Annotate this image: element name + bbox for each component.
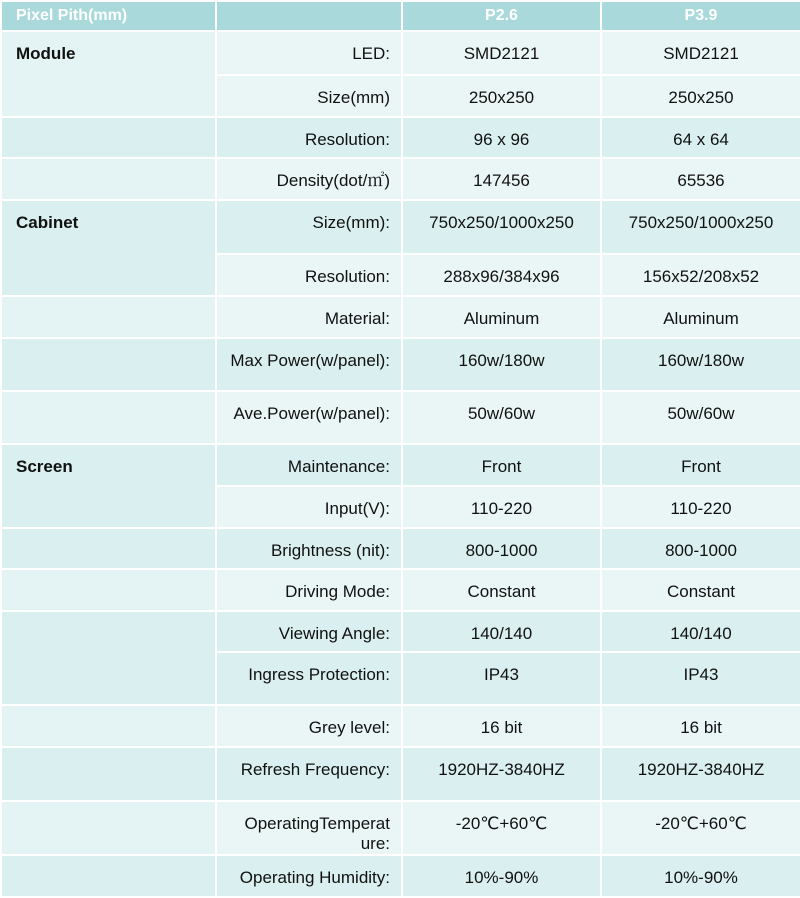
row-label: Viewing Angle: [216,611,402,652]
row-label: Brightness (nit): [216,528,402,569]
cell-value: 50w/60w [601,391,800,444]
cell-value: 16 bit [402,705,601,747]
table-row [1,296,800,338]
group-spacer [1,296,216,338]
row-label: Driving Mode: [216,569,402,611]
cell-value: 800-1000 [601,528,800,569]
cell-value: 96 x 96 [402,117,601,158]
cell-value: 10%-90% [402,855,601,897]
cell-value: 250x250 [402,75,601,117]
table-row [1,158,800,200]
group-spacer [1,801,216,855]
header-param [216,1,402,31]
row-label: Resolution: [216,254,402,296]
group-spacer [1,747,216,801]
group-spacer [1,528,216,569]
table-row [1,705,800,747]
cell-value: Aluminum [402,296,601,338]
group-label-screen: Screen [1,444,216,528]
cell-value: 156x52/208x52 [601,254,800,296]
group-label-cabinet: Cabinet [1,200,216,296]
cell-value: 800-1000 [402,528,601,569]
cell-value: 750x250/1000x250 [402,200,601,254]
cell-value: 1920HZ-3840HZ [601,747,800,801]
table-row [1,444,800,486]
table-row [1,31,800,75]
row-label: Density(dot/㎡) [216,158,402,200]
row-label: LED: [216,31,402,75]
cell-value: -20℃+60℃ [601,801,800,855]
group-spacer [1,569,216,611]
row-label: Refresh Frequency: [216,747,402,801]
row-label: Size(mm): [216,200,402,254]
cell-value: 288x96/384x96 [402,254,601,296]
row-label: Ave.Power(w/panel): [216,391,402,444]
row-label: Maintenance: [216,444,402,486]
cell-value: SMD2121 [601,31,800,75]
cell-value: 1920HZ-3840HZ [402,747,601,801]
cell-value: 110-220 [601,486,800,528]
group-spacer [1,338,216,391]
row-label: Max Power(w/panel): [216,338,402,391]
cell-value: IP43 [601,652,800,705]
table-row [1,391,800,444]
cell-value: 16 bit [601,705,800,747]
table-row [1,117,800,158]
row-label: Operating Humidity: [216,855,402,897]
table-row [1,855,800,897]
table-row [1,200,800,254]
table-row [1,801,800,855]
cell-value: IP43 [402,652,601,705]
cell-value: SMD2121 [402,31,601,75]
cell-value: 750x250/1000x250 [601,200,800,254]
table-row [1,528,800,569]
table-row [1,569,800,611]
cell-value: Front [601,444,800,486]
cell-value: Aluminum [601,296,800,338]
cell-value: 160w/180w [601,338,800,391]
header-title: Pixel Pith(mm) [1,1,216,31]
cell-value: 10%-90% [601,855,800,897]
row-label: Size(mm) [216,75,402,117]
cell-value: 140/140 [402,611,601,652]
row-label: Resolution: [216,117,402,158]
cell-value: 64 x 64 [601,117,800,158]
group-spacer [1,855,216,897]
table-row [1,611,800,652]
group-spacer [1,611,216,705]
cell-value: 160w/180w [402,338,601,391]
row-label: Input(V): [216,486,402,528]
header-col-p39: P3.9 [601,1,800,31]
cell-value: 110-220 [402,486,601,528]
cell-value: 50w/60w [402,391,601,444]
group-label-module: Module [1,31,216,117]
table-row [1,338,800,391]
group-spacer [1,117,216,158]
cell-value: 147456 [402,158,601,200]
row-label: Material: [216,296,402,338]
cell-value: Front [402,444,601,486]
header-row [1,1,800,31]
row-label: Ingress Protection: [216,652,402,705]
cell-value: Constant [601,569,800,611]
row-label: OperatingTemperat ure: [216,801,402,855]
row-label: Grey level: [216,705,402,747]
group-spacer [1,705,216,747]
header-col-p26: P2.6 [402,1,601,31]
cell-value: -20℃+60℃ [402,801,601,855]
table-row [1,747,800,801]
cell-value: Constant [402,569,601,611]
cell-value: 140/140 [601,611,800,652]
group-spacer [1,158,216,200]
cell-value: 250x250 [601,75,800,117]
cell-value: 65536 [601,158,800,200]
group-spacer [1,391,216,444]
